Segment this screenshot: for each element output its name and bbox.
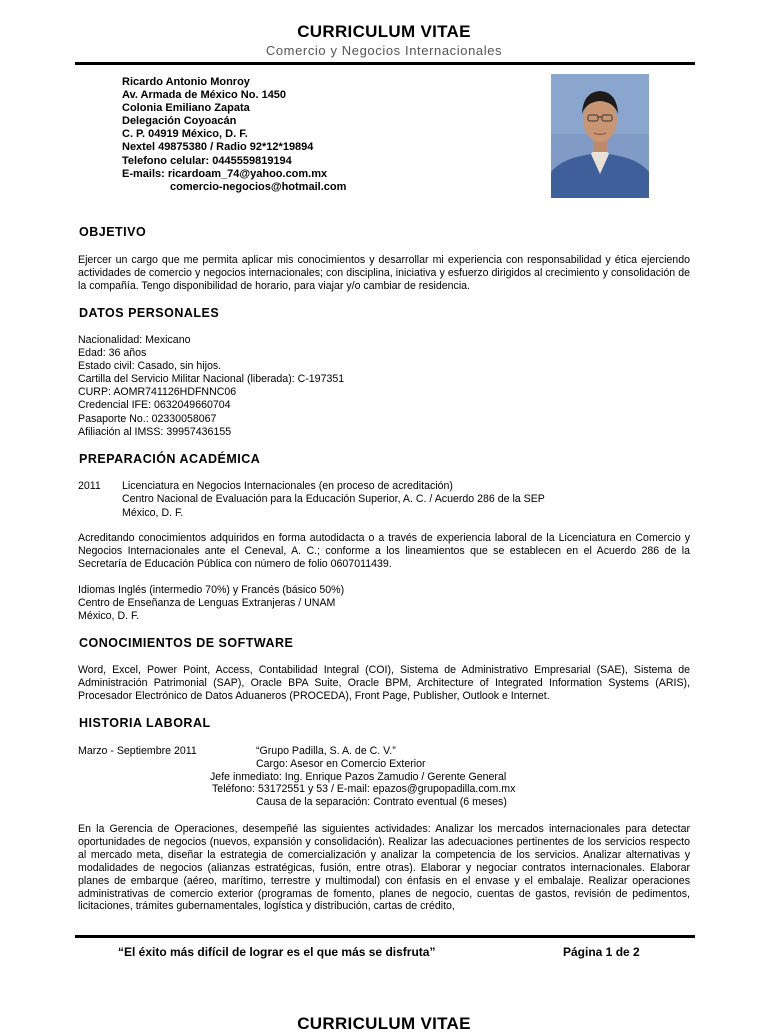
- academica-paragraph: Acreditando conocimientos adquiridos en forma autodidacta o a través de experiencia laboral de la Licenciatura en Comercio y Negocios Internacionales ante el Ceneval, A. C.; conforme a los lineamientos que se establecen en el Acuerdo 286 de la Secretaría de Educación Pública con número de folio 0607011439.: [78, 532, 690, 570]
- datos-line: Edad: 36 años: [78, 347, 147, 360]
- historia-paragraph: En la Gerencia de Operaciones, desempeñé las siguientes actividades: Analizar los mercados internacionales para detectar oportunidades de negocios (nuevos, expansión y consolidación). Realizar las adecuaciones pertinentes de los servicios respecto al mercado meta, diseñar la estrategia de comercialización y analizar la competencia de los servicios. Analizar alternativas y modalidades de negocios (alianzas estratégicas, fusión, entre otras). Elaborar y negociar contratos internacionales. Elaborar planes de embarque (aéreo, marítimo, terrestre y multimodal) con énfasis en el envase y el embalaje. Realizar operaciones administrativas de comercio exterior (programas de fomento, planes de negocio, cuentas de gastos, revisión de pedimentos, licitaciones, trámites gubernamentales, logística y distribución, cartas de crédito,: [78, 823, 690, 913]
- profile-photo: [551, 74, 649, 198]
- academica-degree: [122, 480, 545, 520]
- datos-line: Nacionalidad: Mexicano: [78, 334, 191, 346]
- contact-address-3: Delegación Coyoacán: [122, 115, 237, 128]
- header-divider: [75, 62, 695, 65]
- job-jefe: Jefe inmediato: Ing. Enrique Pazos Zamudio / Gerente General: [210, 770, 507, 783]
- contact-emails: E-mails: ricardoam_74@yahoo.com.mx: [122, 167, 328, 180]
- contact-address-1: Av. Armada de México No. 1450: [122, 89, 287, 102]
- academica-line: Centro Nacional de Evaluación para la Educación Superior, A. C. / Acuerdo 286 de la SEP: [122, 493, 545, 506]
- contact-address-4: C. P. 04919 México, D. F.: [122, 128, 248, 141]
- next-page-title: CURRICULUM VITAE: [297, 1014, 471, 1033]
- academica-line: México, D. F.: [122, 506, 184, 519]
- contact-cell: Telefono celular: 0445559819194: [122, 154, 292, 167]
- datos-line: Pasaporte No.: 02330058067: [78, 412, 217, 425]
- section-heading-academica: PREPARACIÓN ACADÉMICA: [79, 452, 261, 466]
- idiomas-line: Idiomas Inglés (intermedio 70%) y Francés (básico 50%): [78, 584, 345, 596]
- datos-line: Afiliación al IMSS: 39957436155: [78, 425, 232, 438]
- page-number: Página 1 de 2: [563, 945, 640, 959]
- footer-divider: [75, 935, 695, 938]
- idiomas-line: México, D. F.: [78, 610, 140, 623]
- datos-line: Credencial IFE: 0632049660704: [78, 399, 231, 412]
- job-company: “Grupo Padilla, S. A. de C. V.”: [256, 745, 396, 757]
- job-telefono: Teléfono: 53172551 y 53 / E-mail: epazos@grupopadilla.com.mx: [212, 783, 516, 796]
- job-cargo: Cargo: Asesor en Comercio Exterior: [256, 757, 426, 770]
- objetivo-text: Ejercer un cargo que me permita aplicar mis conocimientos y desarrollar mi experiencia con responsabilidad y ética ejerciendo actividades de comercio y negocios internacionales; con disciplina, iniciativa y esfuerzo dirigidos al crecimiento y consolidación de la compañía. Tengo disponibilidad de horario, para viajar y/o cambiar de residencia.: [78, 254, 690, 292]
- contact-email-2: comercio-negocios@hotmail.com: [170, 180, 347, 193]
- idiomas-line: Centro de Enseñanza de Lenguas Extranjeras / UNAM: [78, 597, 336, 610]
- document-subtitle: Comercio y Negocios Internacionales: [265, 43, 503, 58]
- section-heading-software: CONOCIMIENTOS DE SOFTWARE: [79, 636, 294, 650]
- section-heading-objetivo: OBJETIVO: [79, 225, 147, 239]
- datos-line: CURP: AOMR741126HDFNNC06: [78, 386, 237, 399]
- job-causa: Causa de la separación: Contrato eventual (6 meses): [256, 796, 507, 809]
- job-date: Marzo - Septiembre 2011: [78, 745, 197, 757]
- datos-list: [78, 334, 690, 439]
- idiomas-block: [78, 584, 690, 623]
- contact-nextel: Nextel 49875380 / Radio 92*12*19894: [122, 141, 314, 154]
- contact-block: [122, 76, 346, 194]
- section-heading-datos: DATOS PERSONALES: [79, 306, 220, 320]
- contact-address-2: Colonia Emiliano Zapata: [122, 102, 250, 115]
- document-title: CURRICULUM VITAE: [297, 22, 471, 41]
- section-heading-historia: HISTORIA LABORAL: [79, 716, 211, 730]
- academica-year: 2011: [78, 480, 101, 492]
- footer-quote: “El éxito más difícil de lograr es el que más se disfruta”: [118, 945, 436, 959]
- software-text: Word, Excel, Power Point, Access, Contabilidad Integral (COI), Sistema de Administrativo Empresarial (SAE), Sistema de Administración Patrimonial (SAP), Oracle BPA Suite, Oracle BPM, Architecture of Integrated Information Systems (ARIS), Procesador Electrónico de Datos Aduaneros (PROCEDA), Front Page, Publisher, Outlook e Internet.: [78, 664, 690, 702]
- datos-line: Estado civil: Casado, sin hijos.: [78, 360, 222, 373]
- job-details: [210, 745, 515, 809]
- person-portrait-icon: [551, 74, 649, 198]
- academica-line: Licenciatura en Negocios Internacionales (en proceso de acreditación): [122, 480, 453, 492]
- datos-line: Cartilla del Servicio Militar Nacional (liberada): C-197351: [78, 373, 345, 386]
- contact-name: Ricardo Antonio Monroy: [122, 76, 250, 88]
